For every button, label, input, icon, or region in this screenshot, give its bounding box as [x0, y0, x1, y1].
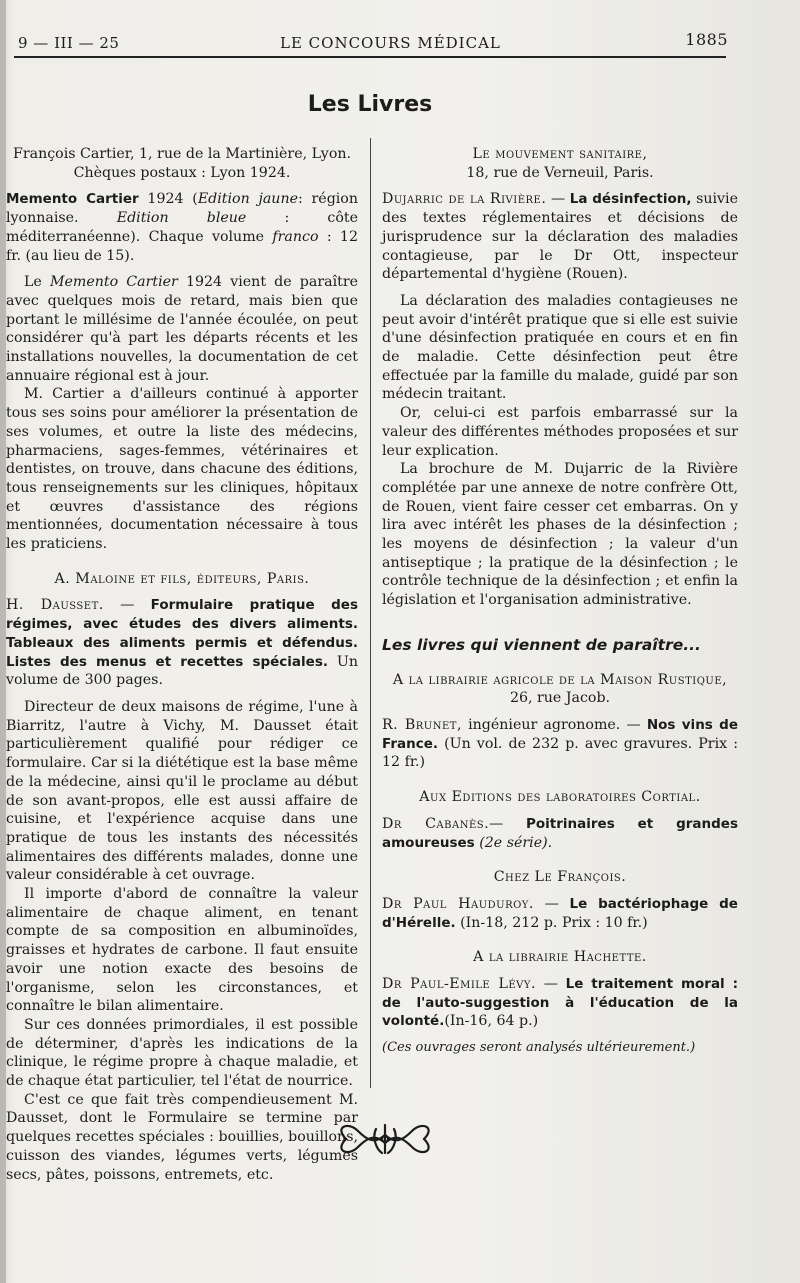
section-title: Les Livres [307, 92, 433, 117]
publisher-name: Chez Le François. [493, 869, 627, 886]
dash: — [533, 895, 570, 912]
publisher-cartier-line2: Chèques postaux : Lyon 1924. [73, 164, 291, 181]
publisher-hachette [382, 948, 738, 967]
publisher-address: 26, rue Jacob. [509, 690, 611, 707]
paragraph: Directeur de deux maisons de régime, l'une à Biarritz, l'autre à Vichy, M. Dausset était particulièrement qualifié pour rédiger ce formulaire. Car si la diététique est la base même de la médecine, ainsi qu'il le proclame au début de son avant-propos, elle est aussi affaire de cuisine, et l'expérience acquise dans une pratique de tous les instants des nécessités alimentaires des différents malades, donne une valeur considérable à cet ouvrage. [6, 698, 358, 884]
book-title: La désinfection, [569, 191, 692, 208]
author-desc: ingénieur agronome. — [461, 716, 647, 733]
publisher-mouvement-sanitaire [382, 145, 738, 164]
publisher-cortial [382, 788, 738, 807]
book-desinfection [382, 190, 738, 284]
dash: — [536, 976, 566, 993]
book-desc: (In-16, 64 p.) [444, 1013, 539, 1030]
paragraph: Il importe d'abord de connaître la valeur alimentaire de chaque aliment, en tenant compte de sa composition en albuminoïdes, graisses et hydrates de carbone. Il faut ensuite avoir une notion exacte des besoins de l'organisme, selon les circonstances, et connaître le bilan alimentaire. [6, 886, 358, 1015]
dash: — [103, 597, 151, 614]
italic-text: Memento Cartier [49, 274, 178, 291]
book-price: : 12 fr. (au lieu de 15). [6, 228, 358, 264]
header-rule [14, 56, 726, 58]
publisher-name: A. Maloine et fils, éditeurs, Paris. [54, 570, 310, 587]
book-desc: : région lyonnaise. [6, 191, 358, 227]
book-poitrinaires [382, 815, 738, 852]
paragraph: Sur ces données primordiales, il est possible de déterminer, d'après les indications de la clinique, le régime propre à chaque maladie, et de chaque état particulier, tel l'état de nourrice. [6, 1016, 358, 1090]
book-desc: : côte méditerranéenne). Chaque volume [6, 210, 359, 245]
publisher-maison-rustique [382, 671, 738, 690]
publisher-name: Le mouvement sanitaire, [472, 146, 648, 162]
book-memento-cartier [6, 190, 358, 265]
edition-jaune: Edition jaune [197, 191, 298, 208]
book-author: R. Brunet, [382, 716, 462, 733]
publisher-address: 18, rue de Verneuil, Paris. [466, 164, 654, 181]
analysis-note: (Ces ouvrages seront analysés ultérieurement.) [382, 1040, 696, 1056]
book-desc: (2e série). [474, 834, 553, 851]
publisher-name: Aux Editions des laboratoires Cortial. [419, 789, 701, 806]
paragraph: La brochure de M. Dujarric de la Rivière complétée par une annexe de notre confrère Ott, de Rouen, vient faire cesser cet embarras. On y lira avec intérêt les phases de la désinfection ; les moyens de désinfection ; la valeur d'un antiseptique ; la pratique de la désinfection ; le contrôle technique de la désinfection ; et enfin la législation et l'organisation administrative. [382, 461, 738, 609]
book-desc: Un volume de 300 pages. [6, 653, 359, 689]
paragraph: C'est ce que fait très compendieusement M. Dausset, dont le Formulaire se termine par quelques recettes spéciales : bouillies, bouillons, cuisson des viandes, légumes verts, légumes secs, pâtes, poissons, entremets, etc. [6, 1091, 358, 1183]
text: Le [24, 274, 50, 291]
paragraph [6, 273, 358, 385]
dash: — [546, 191, 570, 208]
column-divider [370, 138, 371, 1088]
dash: — [489, 815, 527, 832]
book-author: Dr Cabanès. [382, 815, 490, 832]
book-title: Poitrinaires et grandes amoureuses [382, 815, 738, 851]
edition-bleue: Edition bleue [116, 210, 247, 227]
left-column [6, 145, 358, 1184]
paragraph: M. Cartier a d'ailleurs continué à apporter tous ses soins pour améliorer la présentation de ses volumes, et outre la liste des médecins, pharmaciens, sages-femmes, vétérinaires et dentistes, on trouve, dans chacune des éditions, tous renseignements sur les cliniques, hôpitaux et œuvres d'assistance des régions mentionnées, documentation nécessaire à tous les praticiens. [6, 386, 358, 553]
book-dausset [6, 596, 358, 690]
book-vins-de-france [382, 716, 738, 772]
book-desc: (In-18, 212 p. Prix : 10 fr.) [455, 914, 648, 931]
book-title: Memento Cartier [6, 191, 139, 208]
new-books-heading: Les livres qui viennent de paraître... [382, 635, 701, 654]
publisher-le-francois [382, 868, 738, 887]
book-author: Dr Paul Hauduroy. [382, 895, 534, 912]
book-traitement-moral [382, 975, 738, 1031]
book-title: Le bactériophage de d'Hérelle. [382, 895, 738, 931]
header-page-number: 1885 [685, 30, 728, 49]
franco-word: franco [272, 228, 319, 245]
book-year: 1924 ( [138, 191, 198, 208]
header-date: 9 — III — 25 [18, 34, 120, 52]
book-title: Nos vins de France. [382, 716, 738, 752]
publisher-maloine [6, 570, 358, 589]
publisher-name: A la librairie agricole de la Maison Rustique, [392, 671, 728, 688]
book-author: H. Dausset. [6, 597, 104, 614]
publisher-cartier-line1: François Cartier, 1, rue de la Martinière, Lyon. [12, 146, 352, 162]
right-column [382, 145, 738, 1058]
book-title: Formulaire pratique des régimes, avec études des divers aliments. Tableaux des aliments permis et défendus. Listes des menus et recettes spéciales. [6, 597, 358, 670]
book-desc: suivie des textes réglementaires et décisions de jurisprudence sur la déclaration des maladies contagieuse, par le Dr Ott, inspecteur départemental d'hygiène (Rouen). [382, 191, 738, 283]
book-author: Dujarric de la Rivière. [382, 191, 547, 208]
header-journal-title: LE CONCOURS MÉDICAL [280, 34, 501, 52]
ornament-flourish [330, 1115, 440, 1161]
book-title: Le traitement moral : de l'auto-suggestion à l'éducation de la volonté. [382, 976, 738, 1030]
book-desc: (Un vol. de 232 p. avec gravures. Prix : 12 fr.) [382, 735, 738, 771]
book-bacteriophage [382, 895, 738, 932]
text: 1924 vient de paraître avec quelques mois de retard, mais bien que portant le millésime de l'année écoulée, on peut considérer qu'à part les départs récents et les installations nouvelles, la documentation de cet annuaire régional est à jour. [6, 274, 359, 384]
running-header [18, 30, 728, 54]
book-author: Dr Paul-Emile Lévy. [382, 976, 537, 993]
paragraph: Or, celui-ci est parfois embarrassé sur la valeur des différentes méthodes proposées et sur leur explication. [382, 405, 738, 459]
publisher-name: A la librairie Hachette. [473, 949, 647, 966]
paragraph: La déclaration des maladies contagieuses ne peut avoir d'intérêt pratique que si elle est suivie d'une désinfection pratiquée en cours et en fin de maladie. Cette désinfection peut être effectuée par la famille du malade, guidé par son médecin traitant. [382, 292, 738, 403]
